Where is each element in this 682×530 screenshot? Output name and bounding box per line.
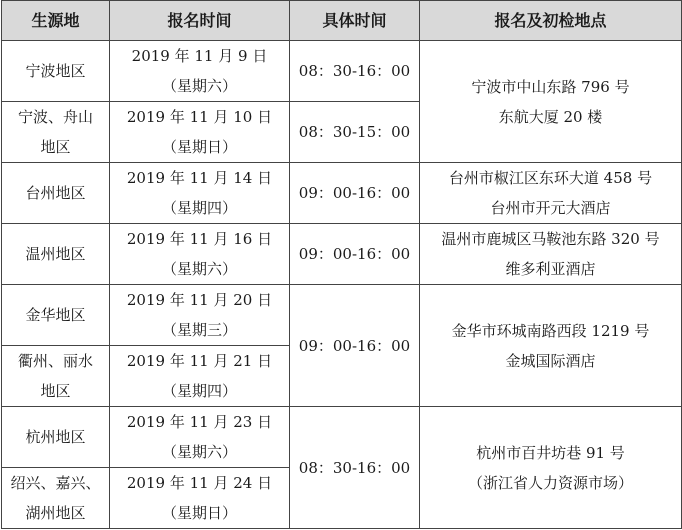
date-cell [110, 163, 290, 224]
time-cell [290, 407, 420, 529]
date-text: 2019 年 11 月 23 日 （星期六） [126, 413, 273, 461]
header-row [2, 1, 682, 41]
region-cell [2, 163, 110, 224]
region-cell [2, 41, 110, 102]
time-cell [290, 102, 420, 163]
table-row [2, 224, 682, 285]
table-row [2, 285, 682, 346]
date-cell [110, 41, 290, 102]
header-registration-date: 报名时间 [110, 1, 290, 41]
date-cell [110, 346, 290, 407]
time-text: 08：30-16：00 [298, 62, 411, 80]
location-cell [420, 224, 682, 285]
table-row [2, 407, 682, 468]
region-cell [2, 224, 110, 285]
time-text: 09：00-16：00 [298, 184, 411, 202]
region-text: 宁波、舟山 地区 [17, 108, 93, 156]
registration-schedule-table [1, 0, 682, 529]
header-location: 报名及初检地点 [420, 1, 682, 41]
time-cell [290, 224, 420, 285]
date-text: 2019 年 11 月 10 日 （星期日） [126, 108, 273, 156]
region-text: 衢州、丽水 地区 [17, 352, 93, 400]
location-cell [420, 285, 682, 407]
region-cell [2, 285, 110, 346]
table-row [2, 163, 682, 224]
date-cell [110, 407, 290, 468]
date-text: 2019 年 11 月 21 日 （星期四） [126, 352, 273, 400]
date-cell [110, 285, 290, 346]
date-text: 2019 年 11 月 24 日 （星期日） [126, 474, 273, 522]
time-text: 08：30-15：00 [298, 123, 411, 141]
region-cell [2, 468, 110, 529]
location-text: 杭州市百井坊巷 91 号 （浙江省人力资源市场） [467, 443, 633, 492]
date-cell [110, 224, 290, 285]
time-cell [290, 41, 420, 102]
region-cell [2, 407, 110, 468]
region-text: 宁波地区 [25, 62, 86, 80]
region-cell [2, 346, 110, 407]
location-cell [420, 163, 682, 224]
header-region: 生源地 [2, 1, 110, 41]
location-text: 台州市椒江区东环大道 458 号 台州市开元大酒店 [448, 169, 653, 217]
region-text: 台州地区 [25, 184, 86, 202]
date-cell [110, 102, 290, 163]
time-text: 08：30-16：00 [298, 458, 411, 477]
region-cell [2, 102, 110, 163]
header-specific-time: 具体时间 [290, 1, 420, 41]
time-cell [290, 163, 420, 224]
time-text: 09：00-16：00 [298, 245, 411, 263]
date-text: 2019 年 11 月 20 日 （星期三） [126, 291, 273, 339]
date-text: 2019 年 11 月 14 日 （星期四） [126, 169, 273, 217]
date-cell [110, 468, 290, 529]
region-text: 金华地区 [25, 306, 86, 324]
location-cell [420, 41, 682, 163]
location-text: 宁波市中山东路 796 号 东航大厦 20 楼 [471, 77, 630, 126]
region-text: 绍兴、嘉兴、 湖州地区 [10, 474, 101, 522]
time-cell [290, 285, 420, 407]
region-text: 温州地区 [25, 245, 86, 263]
region-text: 杭州地区 [25, 428, 86, 446]
date-text: 2019 年 11 月 9 日 （星期六） [131, 47, 268, 95]
date-text: 2019 年 11 月 16 日 （星期六） [126, 230, 273, 278]
location-cell [420, 407, 682, 529]
location-text: 温州市鹿城区马鞍池东路 320 号 维多利亚酒店 [441, 230, 660, 278]
location-text: 金华市环城南路西段 1219 号 金城国际酒店 [451, 321, 650, 370]
table-row [2, 41, 682, 102]
time-text: 09：00-16：00 [298, 336, 411, 355]
